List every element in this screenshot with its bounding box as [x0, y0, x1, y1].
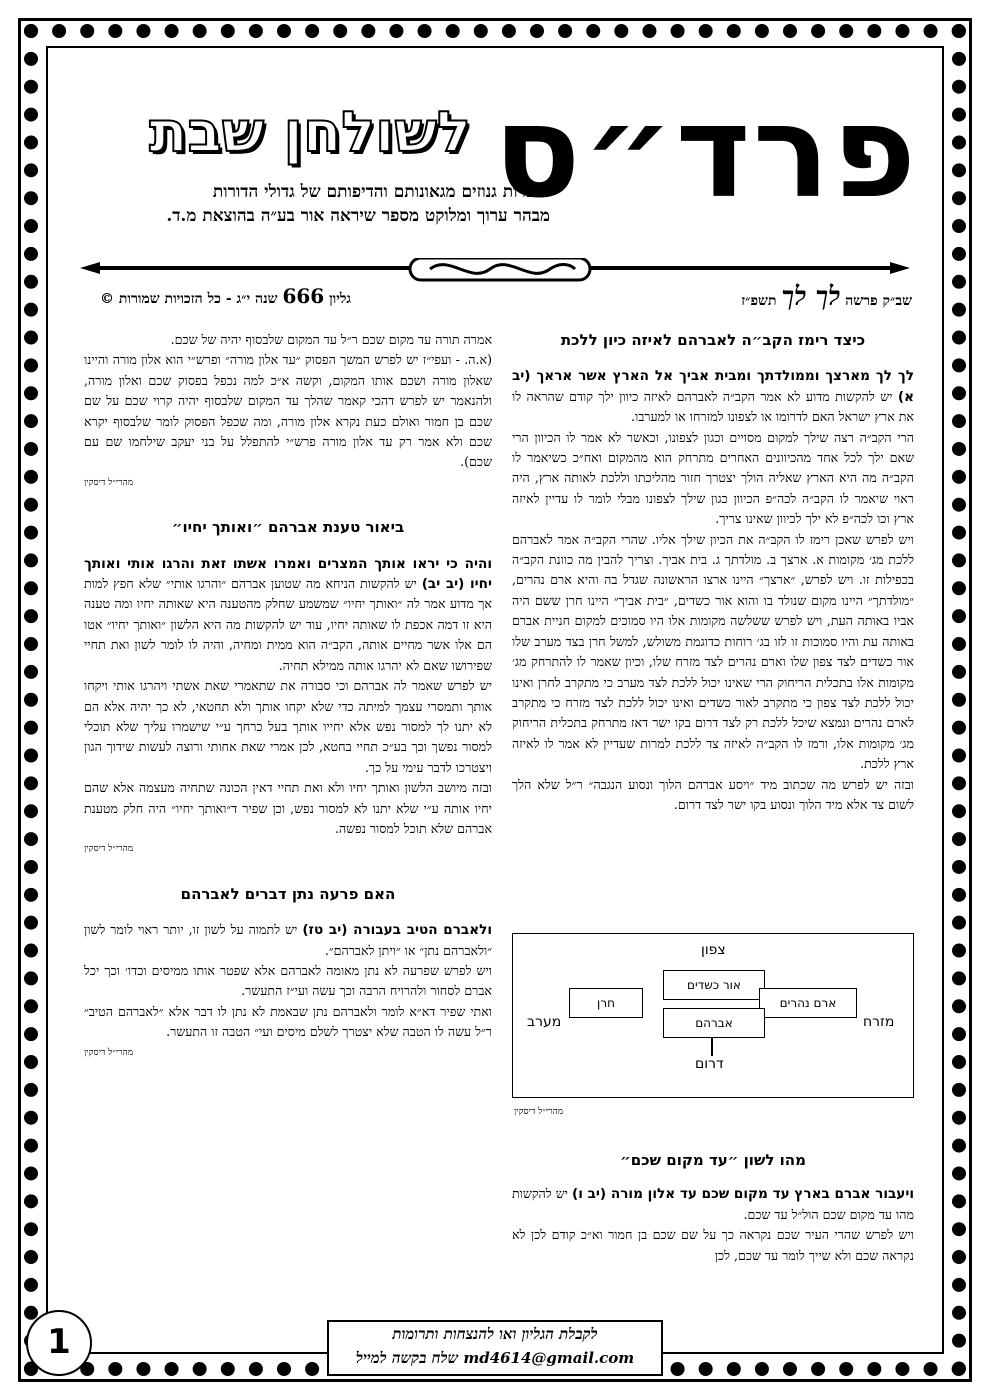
article-paragraph: יש לפרש שאמר לה אברהם וכי סבורה את שתאמרי שאת אשתי ויהרגו אותי ויקחו אותך ותמסרי עצמך למיתה כדי שלא יקחו אותך ולא תחטאי, לא כך יהיה אלא הם לא יתנו לך למסור נפש אלא יחייו אותך בעל כרחך ע״י שישמרו עליך שלא תוכלי למסור נפשך וכך בע״כ תחיי בחטא, לכן אמרי שאת אחותי ורוצה לעשות שידוך הגון ויצטרכו לדבר עימי על כך.	[84, 678, 492, 775]
article-paragraph: ויש לפרש שאכן רימז לו הקב״ה את הכיון שילך אליו. שהרי הקב״ה אמר לאברהם ללכת מג׳ מקומות א. ארצך ב. מולדתך ג. בית אביך. וצריך להבין מה כוונת הקב״ה בכפילות זו. ויש לפרש, ״ארצך״ היינו ארצו הראשונה שגדל בה והיא ארם נהרים, ״מולדתך״ היינו מקום שנולד בו והוא אור כשדים, ״בית אביך״ היינו חרן ששם היה אביו באותה העת, ויש לפרש ששלשה מקומות אלו היו סמוכים למקום חניית אברם באותה עת והיו סמוכות זו לזו בג׳ רוחות כדוגמת משולש, למשל חרן בצד מערב שלו אור כשדים לצד צפון שלו וארם נהרים לצד מזרח שלו, וכיון שאמר לו להתרחק מג׳ מקומות אלו בתכלית הריחוק הרי שאינו יכול ללכת לצד מערב כי מתקרב לחרן ואינו יכול ללכת לצד צפון כי מתקרב לאור כשדים ואינו יכול ללכת לצד מזרח כי מתקרב לארם נהרים ונמצא שיכל ללכת רק לצד דרום בקו ישר דאז מתרחק בתכלית הריחוק מג׳ מקומות אלו, ורמז לו הקב״ה לאיזה צד ללכת למרות שעדיין לא אמר לו לאיזה ארץ ללכת.	[512, 531, 915, 772]
email-link[interactable]: md4614@gmail.com	[463, 1349, 635, 1367]
article-paragraph: ובזה יש לפרש מה שכתוב מיד ״ויסע אברהם הלוך ונסוע הנגבה״ ר״ל שלא הלך לשום צד אלא מיד הלוך ונסוע בקו ישר לצד דרום.	[512, 776, 914, 812]
article-paragraph: (א.ה. - ועפי״ז יש לפרש המשך הפסוק ״עד אלון מורה״ ופרש״י הוא אלון מורה והיינו שאלון מורה ושכם אותו המקום, וקשה א״כ למה נכפל בפסוק שכם ואלון מורה, ולהנאמר יש לפרש דהכי קאמר שהלך עד המקום שלבסוף יהיה קרוי שכם על שם שכם בן חמור ואולם כעת נקרא אלון מורה, ומה שכפל הפסוק לומר שלבסוף יקרא שכם ולא אמר רק עד אלון מורה פרש״י להתפלל על בני יעקב שילחמו שם עם שכם).	[84, 352, 492, 470]
article-title: ביאור טענת אברהם ״ואותך יחיו״	[171, 518, 405, 537]
article-title: כיצד רימז הקב״ה לאברהם לאיזה כיון ללכת	[560, 331, 866, 349]
page-number-badge: 1	[26, 1310, 92, 1376]
article-signature: מהרי״ל דיסקין	[84, 844, 134, 855]
article-paragraph: ובזה מיושב הלשון ואותך יחיו ולא ואת תחיי דאין הכונה שתחיה מעצמה אלא שהם יחיו אותה ע״י שלא יתנו לא למסור נפש, וכן שפיר ד״ואותך יחיו״ היה חלק מטענת אברהם שלא תוכל למסור נפשה.	[84, 780, 492, 836]
article-paragraph: והיה כי יראו אותך המצרים ואמרו אשתו זאת והרגו אותי ואותך יחיו (יב יב) יש להקשות הניחא מה שטוען אברהם ״והרגו אותי״ שלא חפץ למות אך מדוע אמר לה ״ואותך יחיו״ שמשמע שחלק מהטענה היא שאותה יחיו ומה טענה היא זו דמה אכפת לו שאותה יחיו, עוד יש להקשות מה היא הלשון ״ואותך יחיו״ אטו הם אלו אשר מחיים אותה, הקב״ה הוא ממית ומחיה, והיה לו לומר לשון ואת תחיי שפירושו שאם לא יהרגו אותה ממילא תחיה.	[84, 555, 492, 673]
article-signature: מהרי״ל דיסקין	[84, 477, 134, 488]
article-paragraph: לך לך מארצך וממולדתך ומבית אביך אל הארץ אשר אראך (יב א) יש להקשות מדוע לא אמר הקב״ה לאברהם לאיזה כיוון ילך קודם שהראה לו את ארץ ישראל האם לדרומו או לצפונו למזרחו או למערבו.	[512, 368, 914, 425]
map-west-label: מערב	[527, 1014, 562, 1030]
direction-diagram	[512, 933, 914, 1098]
article-paragraph: אמרה תורה עד מקום שכם ר״ל עד המקום שלבסוף יהיה של שכם.	[170, 332, 492, 347]
footer-email-prompt: שלח בקשה למייל	[355, 1349, 459, 1367]
masthead-subtitle: לשולחן שבת	[149, 100, 471, 165]
masthead-title: פרד״ס	[493, 78, 918, 227]
issue-number-line: גליון 666 שנה י״ג - כל הזכויות שמורות ©	[100, 284, 352, 308]
map-haran-box: חרן	[569, 988, 643, 1018]
map-ur-box: אור כשדים	[663, 970, 765, 1000]
map-avraham-box: אברהם	[663, 1008, 765, 1038]
footer-line-1: לקבלת הגליון ואו להנצחות ותרומות	[392, 1325, 598, 1343]
map-south-label: דרום	[695, 1056, 724, 1072]
map-aram-box: ארם נהרים	[759, 988, 857, 1018]
right-column-bottom	[512, 1150, 914, 1266]
masthead-tagline-2: מבהר ערוך ומלוקט מספר שיראה אור בע״ה בהוצאת מ.ד.	[166, 206, 550, 226]
article-paragraph: ולאברם הטיב בעבורה (יב טז) יש לתמוה על לשון זו, יותר ראוי לומר לשון ״ולאברהם נתן״ או ״ויתן לאברהם״.	[84, 922, 492, 958]
map-east-label: מזרח	[863, 1014, 895, 1030]
right-column	[512, 330, 914, 815]
article-paragraph: ויעבור אברם בארץ עד מקום שכם עד אלון מורה (יב ו) יש להקשות מהו עד מקום שכם הול״ל עד שכם.	[512, 1186, 914, 1222]
article-paragraph: ואתי שפיר דא״א לומר ולאברהם נתן שבאמת לא נתן לו דבר אלא ״לאברהם הטיב״ ר״ל עשה לו הטבה שלא יצטרך לשלם מיסים ועי״ הטבה זו התעשר.	[84, 1003, 492, 1040]
article-paragraph: הרי הקב״ה רצה שילך למקום מסויים וכגון לצפונו, וכאשר לא אמר לו הכיוון הרי שאם ילך לכל אחד מהכיוונים האחרים מתרחק הוא מהמקום ואח״כ כשיאמר לו הקב״ה מה היא הארץ שאליה הולך יצטרך חזור מהליכתו וללכת לאותה ארץ, היה ראוי שיאמר לו הקב״ה לכה״פ הכיוון כגון שילך לצפונו מבלי לומר לו עדיין לאיזה ארץ וכו לכה״פ לא ילך לכיוון שאינו צריך.	[512, 429, 914, 527]
article-paragraph: ויש לפרש שהרי העיר שכם נקראה כך על שם שכם בן חמור וא״כ קודם לכן לא נקראה שכם ולא שייך לומר עד שכם, לכן	[512, 1227, 914, 1263]
article-paragraph: ויש לפרש שפרעה לא נתן מאומה לאברהם אלא שפטר אותו ממיסים וכדו׳ וכך יכל אברם לסחור ולהרויח הרבה וכך עשה ועי״ז התעשר.	[84, 962, 492, 999]
article-title: האם פרעה נתן דברים לאברהם	[180, 884, 396, 903]
map-north-label: צפון	[701, 942, 726, 958]
footer-line-2	[329, 1346, 661, 1370]
masthead-tagline-1: אוצרות גנוזים מגאונותם והדיפותם של גדולי הדורות	[212, 182, 550, 202]
subscription-footer	[327, 1320, 663, 1376]
diagram-signature: מהרי״ל דיסקין	[514, 1107, 564, 1117]
left-column	[84, 330, 492, 1063]
article-signature: מהרי״ל דיסקין	[84, 1047, 134, 1058]
map-arrow-line	[711, 1038, 713, 1056]
issue-parsha: שב״ק פרשה לך לך תשפ״ז	[741, 282, 912, 312]
article-title: מהו לשון ״עד מקום שכם״	[620, 1151, 806, 1169]
